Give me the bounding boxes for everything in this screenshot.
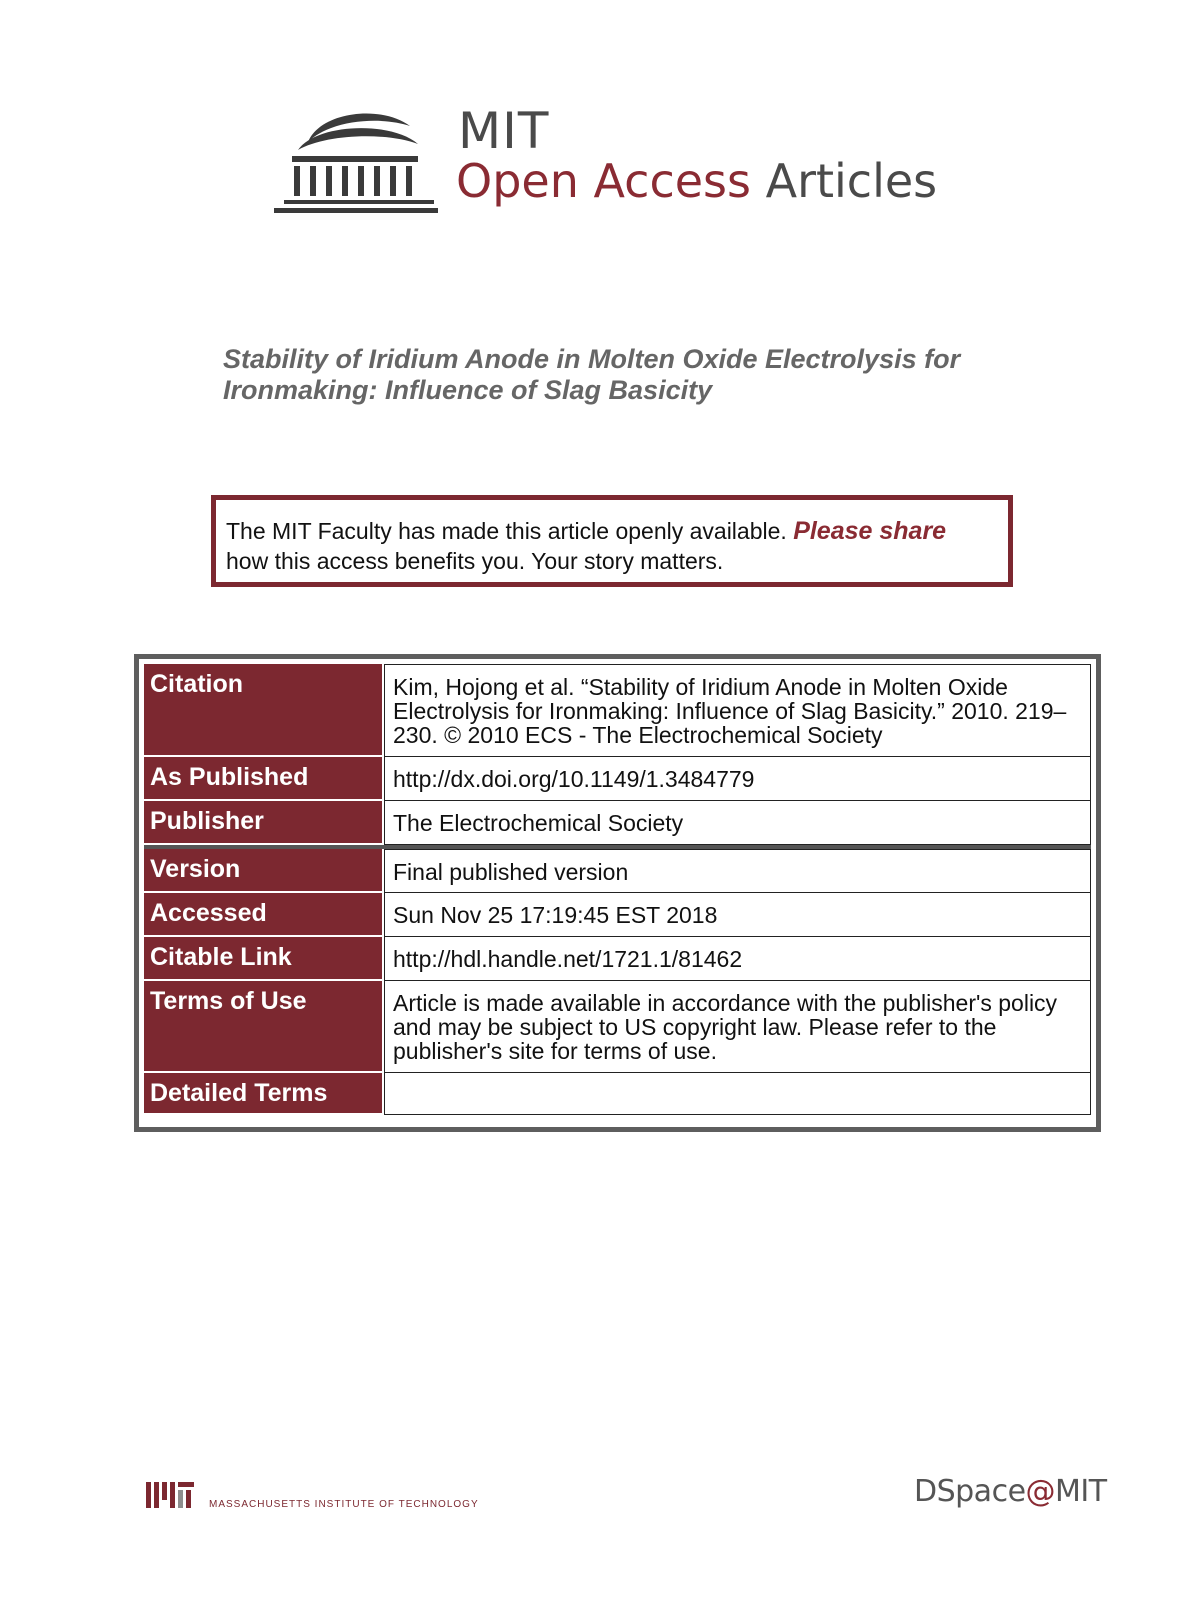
- mit-open-access-logo: [270, 100, 950, 220]
- share-text-before: The MIT Faculty has made this article openly available.: [226, 518, 787, 544]
- table-row: [144, 937, 1091, 981]
- mit-footer-text: MASSACHUSETTS INSTITUTE OF TECHNOLOGY: [209, 1499, 479, 1510]
- terms-of-use-value: Article is made available in accordance with the publisher's policy and may be subject to US copyright law. Please refer to the publisher's site for terms of use.: [384, 981, 1091, 1073]
- citation-value: Kim, Hojong et al. “Stability of Iridium Anode in Molten Oxide Electrolysis for Ironmaking: Influence of Slag Basicity.” 2010. 219–230. © 2010 ECS - The Electrochemical Society: [384, 664, 1091, 757]
- logo-articles: Articles: [765, 154, 938, 208]
- table-row: [144, 1073, 1091, 1115]
- publisher-value: The Electrochemical Society: [384, 801, 1091, 845]
- metadata-table: [134, 654, 1101, 1132]
- logo-mit-text: MIT: [458, 102, 550, 160]
- mit-footer-logo-icon: [146, 1482, 198, 1512]
- publisher-label: Publisher: [144, 801, 382, 845]
- dspace-logo: [914, 1474, 1107, 1509]
- version-value: Final published version: [384, 849, 1091, 893]
- dspace-mit: MIT: [1055, 1474, 1107, 1509]
- logo-open: Open: [456, 154, 579, 208]
- dspace-at: @: [1025, 1474, 1056, 1509]
- version-label: Version: [144, 849, 382, 893]
- citable-link[interactable]: http://hdl.handle.net/1721.1/81462: [384, 937, 1091, 981]
- logo-access: Access: [593, 154, 751, 208]
- as-published-label: As Published: [144, 757, 382, 801]
- article-title: Stability of Iridium Anode in Molten Oxide Electrolysis for Ironmaking: Influence of Slag Basicity: [223, 344, 961, 405]
- terms-of-use-label: Terms of Use: [144, 981, 382, 1073]
- please-share-link[interactable]: Please share: [793, 517, 947, 545]
- table-row: [144, 801, 1091, 849]
- share-text-after: how this access benefits you. Your story matters.: [226, 548, 724, 574]
- table-row: [144, 664, 1091, 757]
- detailed-terms-value[interactable]: [384, 1073, 1091, 1115]
- detailed-terms-label: Detailed Terms: [144, 1073, 382, 1115]
- accessed-label: Accessed: [144, 893, 382, 937]
- table-row: [144, 893, 1091, 937]
- share-notice-box: [211, 495, 1013, 587]
- dome-icon: [270, 100, 440, 218]
- table-row: [144, 981, 1091, 1073]
- table-row: [144, 757, 1091, 801]
- citable-link-label: Citable Link: [144, 937, 382, 981]
- accessed-value: Sun Nov 25 17:19:45 EST 2018: [384, 893, 1091, 937]
- as-published-link[interactable]: http://dx.doi.org/10.1149/1.3484779: [384, 757, 1091, 801]
- logo-open-access-articles: [456, 154, 938, 208]
- table-row: [144, 849, 1091, 893]
- dspace-text: DSpace: [914, 1474, 1026, 1509]
- citation-label: Citation: [144, 664, 382, 757]
